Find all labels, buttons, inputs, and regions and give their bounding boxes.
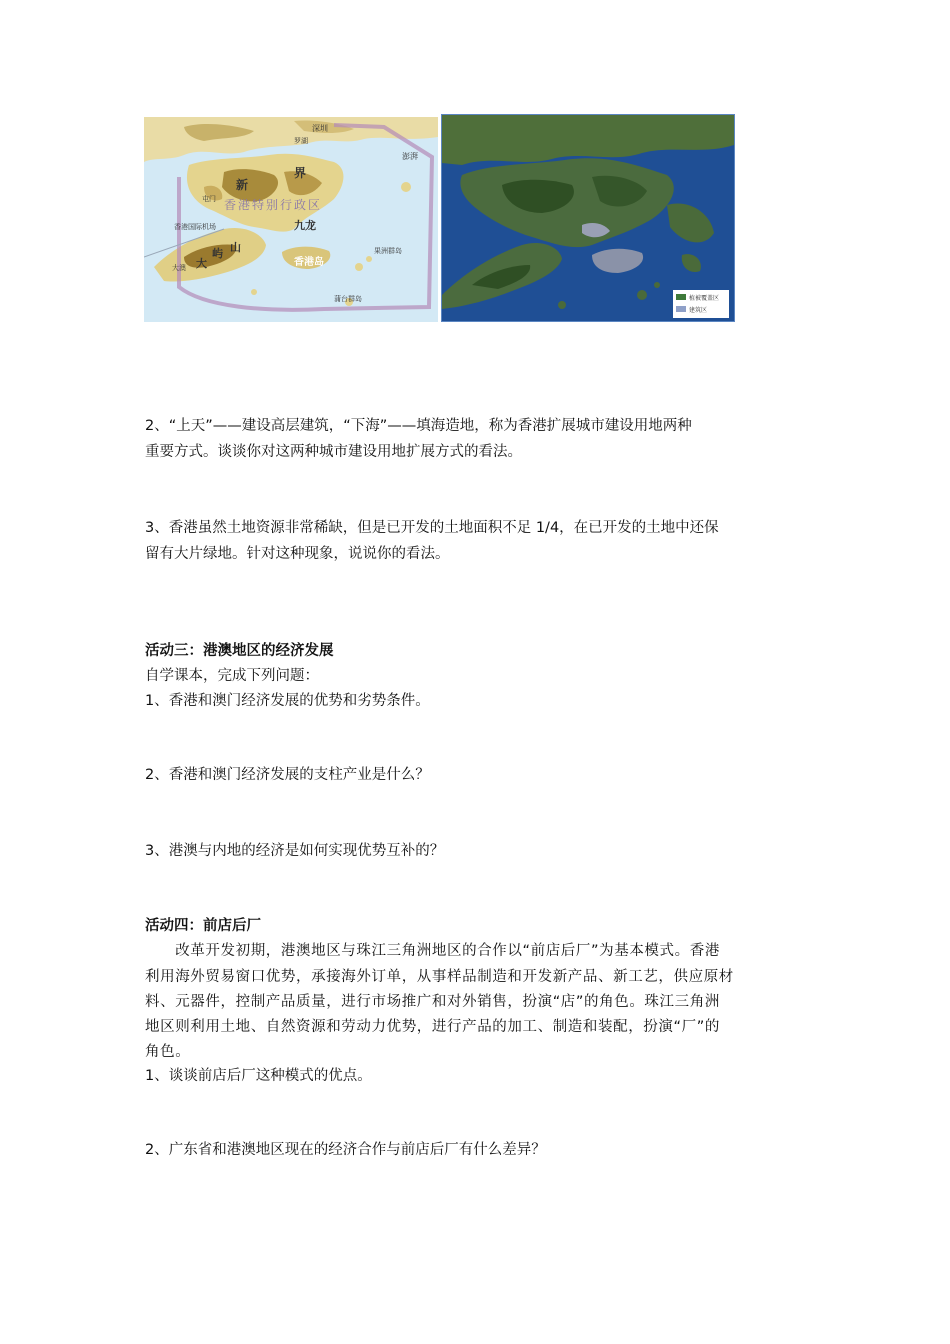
map-label-luohu: 罗湖 xyxy=(294,137,308,145)
question-2-line-2: 重要方式。谈谈你对这两种城市建设用地扩展方式的看法。 xyxy=(145,444,522,460)
map-label-hk-island: 香港岛 xyxy=(294,257,324,268)
map-label-putai: 蒲台群岛 xyxy=(334,295,362,303)
activity-3-intro: 自学课本，完成下列问题： xyxy=(145,668,319,684)
activity-4-paragraph-line-3: 料、元器件，控制产品质量，进行市场推广和对外销售，扮演“店”的角色。珠江三角洲 xyxy=(145,994,720,1010)
hong-kong-satellite-graphic xyxy=(442,115,734,321)
activity-3-question-2: 2、香港和澳门经济发展的支柱产业是什么？ xyxy=(145,767,430,783)
map-label-dayushan-1: 大 xyxy=(196,257,207,270)
hong-kong-satellite-map xyxy=(441,114,735,322)
map-label-pengpai: 澎湃 xyxy=(402,152,418,161)
map-label-dayushan-2: 屿 xyxy=(212,247,223,260)
activity-3-title: 活动三：港澳地区的经济发展 xyxy=(145,643,334,659)
activity-3-question-3: 3、港澳与内地的经济是如何实现优势互补的？ xyxy=(145,843,445,859)
map-label-guozhou: 果洲群岛 xyxy=(374,247,402,255)
map-label-tuenmun: 屯门 xyxy=(202,195,216,203)
legend-label-vegetation: 植被覆盖区 xyxy=(689,295,720,302)
map-label-shenzhen: 深圳 xyxy=(312,124,328,133)
activity-4-question-1: 1、谈谈前店后厂这种模式的优点。 xyxy=(145,1068,372,1084)
activity-4-paragraph-line-1: 改革开发初期，港澳地区与珠江三角洲地区的合作以“前店后厂”为基本模式。香港 xyxy=(145,943,720,959)
map-label-kowloon: 九龙 xyxy=(294,219,316,232)
activity-4-title: 活动四：前店后厂 xyxy=(145,918,261,934)
hong-kong-physical-map-graphic xyxy=(144,117,438,322)
map-label-sar: 香港特别行政区 xyxy=(224,198,323,212)
map-label-taio: 大澳 xyxy=(172,264,186,272)
legend-swatch-built xyxy=(676,306,686,312)
map-label-new-1: 新 xyxy=(236,178,249,192)
map-label-new-2: 界 xyxy=(294,166,307,180)
question-3-line-1: 3、香港虽然土地资源非常稀缺，但是已开发的土地面积不足 1/4，在已开发的土地中还保 xyxy=(145,520,719,536)
question-3-line-2: 留有大片绿地。针对这种现象，说说你的看法。 xyxy=(145,546,450,562)
map-label-dayushan-3: 山 xyxy=(230,241,241,254)
activity-4-paragraph-line-2: 利用海外贸易窗口优势，承接海外订单，从事样品制造和开发新产品、新工艺，供应原材 xyxy=(145,969,734,985)
activity-4-paragraph-line-5: 角色。 xyxy=(145,1044,191,1060)
activity-4-paragraph-line-4: 地区则利用土地、自然资源和劳动力优势，进行产品的加工、制造和装配，扮演“厂”的 xyxy=(145,1019,720,1035)
hong-kong-physical-map xyxy=(144,117,438,322)
question-2-line-1: 2、“上天”——建设高层建筑，“下海”——填海造地，称为香港扩展城市建设用地两种 xyxy=(145,418,692,434)
activity-4-question-2: 2、广东省和港澳地区现在的经济合作与前店后厂有什么差异？ xyxy=(145,1142,546,1158)
activity-3-question-1: 1、香港和澳门经济发展的优势和劣势条件。 xyxy=(145,693,430,709)
legend-swatch-vegetation xyxy=(676,294,686,300)
legend-label-built: 建筑区 xyxy=(689,307,708,314)
map-label-airport: 香港国际机场 xyxy=(174,223,216,231)
